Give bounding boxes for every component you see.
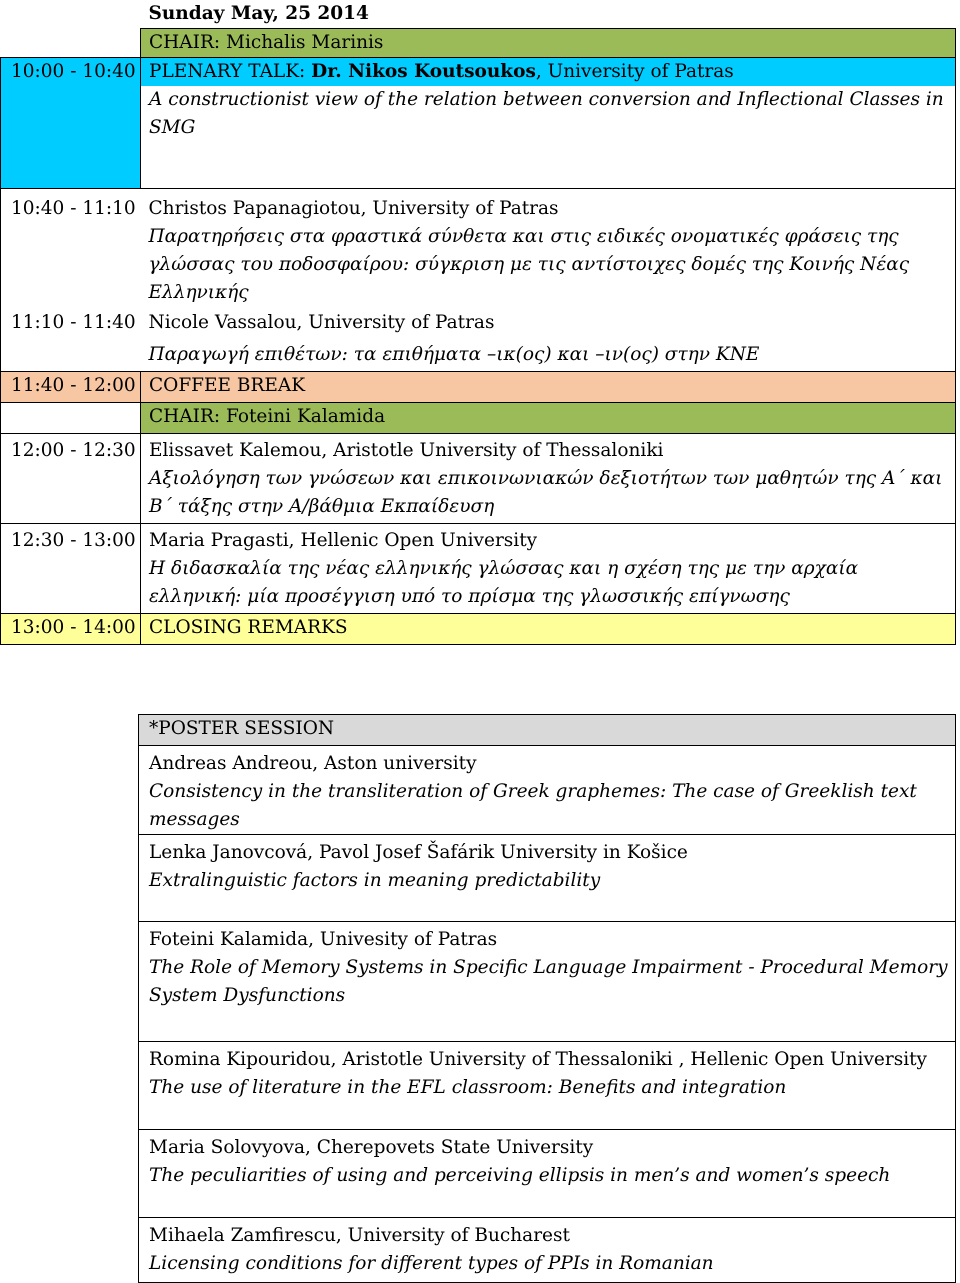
talk-time: 12:30 - 13:00 — [1, 524, 141, 614]
chair-row-1: CHAIR: Michalis Marinis — [141, 29, 956, 58]
poster-title: The use of literature in the EFL classroom: Benefits and integration — [149, 1077, 787, 1098]
poster-author: Romina Kipouridou, Aristotle University of Thessaloniki , Hellenic Open University — [149, 1049, 928, 1070]
poster-title: The Role of Memory Systems in Specific Language Impairment - Procedural Memory System Dysfunctions — [149, 957, 948, 1006]
poster-title: Extralinguistic factors in meaning predictability — [149, 870, 601, 891]
talk-time: 12:00 - 12:30 — [1, 434, 141, 524]
plenary-title: A constructionist view of the relation between conversion and Inflectional Classes in SMG — [149, 89, 944, 138]
poster-item — [139, 1218, 956, 1283]
day-heading: Sunday May, 25 2014 — [148, 3, 369, 24]
coffee-label: COFFEE BREAK — [141, 372, 956, 403]
talk-speaker: Christos Papanagiotou, University of Patras — [148, 198, 559, 219]
talk-row — [1, 307, 956, 372]
closing-label: CLOSING REMARKS — [141, 614, 956, 645]
talk-row — [1, 434, 956, 524]
poster-title: Consistency in the transliteration of Greek graphemes: The case of Greeklish text messages — [149, 781, 917, 830]
poster-title: The peculiarities of using and perceiving ellipsis in men’s and women’s speech — [149, 1165, 891, 1186]
plenary-prefix: PLENARY TALK: — [149, 61, 312, 82]
talk-title: Παρατηρήσεις στα φραστικά σύνθετα και στις ειδικές ονοματικές φράσεις της γλώσσας του ποδοσφαίρου: σύγκριση με τις αντίστοιχες δομές της Κοινής Νέας Ελληνικής — [148, 226, 910, 303]
closing-time: 13:00 - 14:00 — [1, 614, 141, 645]
poster-author: Maria Solovyova, Cherepovets State University — [149, 1137, 594, 1158]
poster-author: Mihaela Zamfirescu, University of Bucharest — [149, 1225, 570, 1246]
plenary-time: 10:00 - 10:40 — [1, 58, 141, 189]
poster-title: Licensing conditions for different types of PPIs in Romanian — [149, 1253, 714, 1274]
talk-row — [1, 189, 956, 308]
plenary-row — [1, 58, 956, 189]
talk-time: 11:10 - 11:40 — [1, 307, 141, 372]
closing-row — [1, 614, 956, 645]
poster-item — [139, 835, 956, 922]
poster-session-table — [138, 714, 956, 1283]
poster-author: Foteini Kalamida, Univesity of Patras — [149, 929, 498, 950]
poster-item — [139, 1130, 956, 1218]
plenary-speaker: Dr. Nikos Koutsoukos — [311, 61, 536, 82]
poster-session-header: *POSTER SESSION — [139, 715, 956, 746]
poster-item — [139, 746, 956, 835]
talk-time: 10:40 - 11:10 — [1, 189, 141, 308]
talk-title: Αξιολόγηση των γνώσεων και επικοινωνιακών δεξιοτήτων των μαθητών της Α΄ και Β΄ τάξης στην Α/βάθμια Εκπαίδευση — [149, 468, 943, 517]
talk-row — [1, 524, 956, 614]
chair-row-2: CHAIR: Foteini Kalamida — [141, 403, 956, 434]
talk-title: Παραγωγή επιθέτων: τα επιθήματα –ικ(ος) και –ιν(ος) στην ΚΝΕ — [148, 344, 760, 365]
talk-title: Η διδασκαλία της νέας ελληνικής γλώσσας και η σχέση της με την αρχαία ελληνική: μία προσέγγιση υπό το πρίσμα της γλωσσικής επίγνωσης — [149, 558, 859, 607]
coffee-break-row — [1, 372, 956, 403]
coffee-time: 11:40 - 12:00 — [1, 372, 141, 403]
talk-speaker: Elissavet Kalemou, Aristotle University of Thessaloniki — [149, 440, 664, 461]
poster-author: Andreas Andreou, Aston university — [149, 753, 477, 774]
poster-item — [139, 922, 956, 1042]
poster-item — [139, 1042, 956, 1130]
plenary-affiliation: , University of Patras — [535, 61, 734, 82]
talk-speaker: Maria Pragasti, Hellenic Open University — [149, 530, 538, 551]
talk-speaker: Nicole Vassalou, University of Patras — [148, 312, 495, 333]
poster-author: Lenka Janovcová, Pavol Josef Šafárik University in Košice — [149, 842, 688, 863]
